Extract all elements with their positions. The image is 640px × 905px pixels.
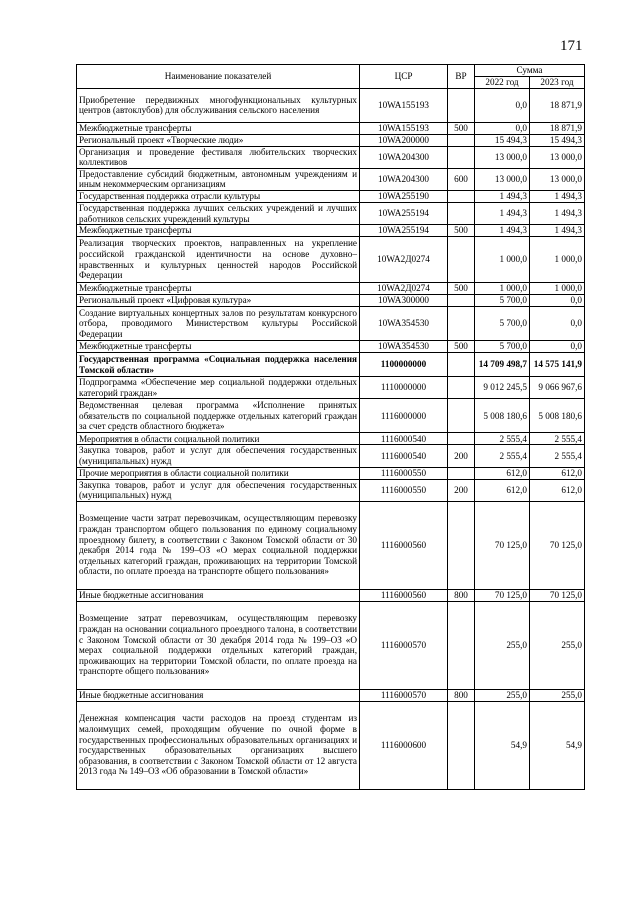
- row-sum-2023: 70 125,0: [530, 589, 585, 601]
- row-name: Приобретение передвижных многофункциональных культурных центров (автоклубов) для обслуживания сельского населения: [77, 88, 360, 122]
- header-year-2022: 2022 год: [475, 77, 530, 89]
- row-sum-2023: 15 494,3: [530, 134, 585, 146]
- row-vr: [448, 601, 475, 689]
- row-csr: 10WA354530: [360, 307, 448, 341]
- row-csr: 1116000570: [360, 601, 448, 689]
- row-sum-2022: 255,0: [475, 689, 530, 701]
- table-row: [77, 283, 585, 295]
- row-sum-2022: 9 012 245,5: [475, 377, 530, 399]
- row-vr: [448, 295, 475, 307]
- row-name: Возмещение части затрат перевозчикам, осуществляющим перевозку граждан транспортом общего пользования по единому социальному проездному билету, в соответствии с Законом Томской области от 30 декабря 2014 года № 199–ОЗ «О мерах социальной поддержки отдельных категорий граждан, проживающих на территории Томской области, по оплате проезда на транспорте общего пользования»: [77, 501, 360, 589]
- table-row: [77, 295, 585, 307]
- row-name: Межбюджетные трансферты: [77, 122, 360, 134]
- row-sum-2022: 5 700,0: [475, 341, 530, 353]
- row-vr: [448, 307, 475, 341]
- row-vr: 500: [448, 283, 475, 295]
- row-sum-2022: 14 709 498,7: [475, 353, 530, 377]
- row-csr: 10WA255194: [360, 202, 448, 224]
- row-vr: [448, 202, 475, 224]
- table-row: [77, 122, 585, 134]
- row-sum-2023: 70 125,0: [530, 501, 585, 589]
- row-sum-2023: 14 575 141,9: [530, 353, 585, 377]
- row-csr: 1100000000: [360, 353, 448, 377]
- row-csr: 10WA204300: [360, 146, 448, 168]
- row-name: Государственная программа «Социальная поддержка населения Томской области»: [77, 353, 360, 377]
- row-sum-2022: 2 555,4: [475, 445, 530, 467]
- row-vr: [448, 88, 475, 122]
- header-year-2023: 2023 год: [530, 77, 585, 89]
- row-vr: [448, 146, 475, 168]
- row-name: Межбюджетные трансферты: [77, 225, 360, 237]
- row-csr: 10WA155193: [360, 88, 448, 122]
- row-sum-2023: 5 008 180,6: [530, 399, 585, 433]
- row-name: Организация и проведение фестиваля любительских творческих коллективов: [77, 146, 360, 168]
- row-name: Возмещение затрат перевозчикам, осуществляющим перевозку граждан на основании социального проездного талона, в соответствии с Законом Томской области от 30 декабря 2014 года № 199–ОЗ «О мерах социальной поддержки отдельных категорий граждан, проживающих на территории Томской области, по оплате проезда на транспорте общего пользования»: [77, 601, 360, 689]
- table-row: [77, 341, 585, 353]
- row-vr: [448, 377, 475, 399]
- row-vr: 600: [448, 168, 475, 190]
- row-name: Закупка товаров, работ и услуг для обеспечения государственных (муниципальных) нужд: [77, 445, 360, 467]
- table-row: [77, 467, 585, 479]
- row-vr: [448, 399, 475, 433]
- row-sum-2023: 612,0: [530, 479, 585, 501]
- row-vr: 500: [448, 122, 475, 134]
- row-vr: [448, 433, 475, 445]
- row-name: Реализация творческих проектов, направленных на укрепление российской гражданской идентичности на основе духовно–нравственных и культурных ценностей народов Российской Федерации: [77, 237, 360, 283]
- row-name: Государственная поддержка отрасли культуры: [77, 190, 360, 202]
- row-vr: [448, 134, 475, 146]
- row-vr: [448, 501, 475, 589]
- row-name: Региональный проект «Творческие люди»: [77, 134, 360, 146]
- row-sum-2023: 1 000,0: [530, 237, 585, 283]
- row-sum-2023: 2 555,4: [530, 445, 585, 467]
- row-sum-2023: 13 000,0: [530, 168, 585, 190]
- page-number: 171: [560, 38, 583, 54]
- row-sum-2022: 13 000,0: [475, 168, 530, 190]
- row-sum-2022: 70 125,0: [475, 501, 530, 589]
- row-sum-2023: 2 555,4: [530, 433, 585, 445]
- row-csr: 10WA354530: [360, 341, 448, 353]
- table-row: [77, 168, 585, 190]
- row-csr: 10WA2Д0274: [360, 237, 448, 283]
- row-name: Закупка товаров, работ и услуг для обеспечения государственных (муниципальных) нужд: [77, 479, 360, 501]
- row-name: Межбюджетные трансферты: [77, 283, 360, 295]
- table-row: [77, 202, 585, 224]
- row-csr: 10WA2Д0274: [360, 283, 448, 295]
- table-row: [77, 237, 585, 283]
- row-sum-2023: 1 494,3: [530, 202, 585, 224]
- header-vr: ВР: [448, 65, 475, 89]
- row-sum-2022: 5 700,0: [475, 307, 530, 341]
- row-vr: [448, 467, 475, 479]
- row-csr: 1116000600: [360, 701, 448, 789]
- row-sum-2023: 1 000,0: [530, 283, 585, 295]
- row-vr: [448, 701, 475, 789]
- row-vr: 200: [448, 479, 475, 501]
- row-name: Иные бюджетные ассигнования: [77, 689, 360, 701]
- row-vr: [448, 190, 475, 202]
- row-sum-2022: 612,0: [475, 479, 530, 501]
- row-sum-2023: 18 871,9: [530, 88, 585, 122]
- row-name: Предоставление субсидий бюджетным, автономным учреждениям и иным некоммерческим организациям: [77, 168, 360, 190]
- row-name: Денежная компенсация части расходов на проезд студентам из малоимущих семей, проходящим обучение по очной форме в государственных профессиональных образовательных организациях и государственных образовательных организациях высшего образования, в соответствии с Законом Томской области от 12 августа 2013 года № 149–ОЗ «Об образовании в Томской области»: [77, 701, 360, 789]
- table-row: [77, 589, 585, 601]
- table-row: [77, 307, 585, 341]
- row-sum-2022: 2 555,4: [475, 433, 530, 445]
- row-vr: [448, 237, 475, 283]
- row-csr: 10WA200000: [360, 134, 448, 146]
- row-sum-2023: 13 000,0: [530, 146, 585, 168]
- table-row: [77, 377, 585, 399]
- row-sum-2022: 15 494,3: [475, 134, 530, 146]
- row-name: Мероприятия в области социальной политики: [77, 433, 360, 445]
- table-row: [77, 134, 585, 146]
- row-sum-2022: 0,0: [475, 122, 530, 134]
- row-csr: 10WA155193: [360, 122, 448, 134]
- row-vr: 800: [448, 589, 475, 601]
- row-sum-2022: 13 000,0: [475, 146, 530, 168]
- row-csr: 1116000560: [360, 589, 448, 601]
- row-name: Региональный проект «Цифровая культура»: [77, 295, 360, 307]
- row-sum-2023: 9 066 967,6: [530, 377, 585, 399]
- row-sum-2022: 1 000,0: [475, 237, 530, 283]
- row-csr: 1116000550: [360, 479, 448, 501]
- row-csr: 1110000000: [360, 377, 448, 399]
- row-csr: 10WA300000: [360, 295, 448, 307]
- row-name: Государственная поддержка лучших сельских учреждений и лучших работников сельских учреждений культуры: [77, 202, 360, 224]
- row-csr: 1116000000: [360, 399, 448, 433]
- table-row: [77, 433, 585, 445]
- table-row: [77, 88, 585, 122]
- row-vr: 800: [448, 689, 475, 701]
- row-vr: 500: [448, 341, 475, 353]
- row-csr: 10WA255190: [360, 190, 448, 202]
- row-sum-2023: 1 494,3: [530, 225, 585, 237]
- table-row: [77, 601, 585, 689]
- header-name: Наименование показателей: [77, 65, 360, 89]
- row-csr: 1116000540: [360, 433, 448, 445]
- row-sum-2022: 54,9: [475, 701, 530, 789]
- row-vr: 200: [448, 445, 475, 467]
- header-sum: Сумма: [475, 65, 585, 77]
- row-sum-2023: 612,0: [530, 467, 585, 479]
- table-row: [77, 190, 585, 202]
- row-sum-2022: 612,0: [475, 467, 530, 479]
- row-sum-2022: 1 494,3: [475, 225, 530, 237]
- row-sum-2022: 70 125,0: [475, 589, 530, 601]
- row-csr: 1116000550: [360, 467, 448, 479]
- row-vr: [448, 353, 475, 377]
- row-sum-2023: 0,0: [530, 307, 585, 341]
- row-name: Межбюджетные трансферты: [77, 341, 360, 353]
- row-name: Прочие мероприятия в области социальной политики: [77, 467, 360, 479]
- table-body: [77, 88, 585, 789]
- row-sum-2023: 0,0: [530, 341, 585, 353]
- row-sum-2023: 255,0: [530, 601, 585, 689]
- row-csr: 10WA204300: [360, 168, 448, 190]
- row-sum-2022: 1 000,0: [475, 283, 530, 295]
- row-sum-2023: 18 871,9: [530, 122, 585, 134]
- row-csr: 1116000560: [360, 501, 448, 589]
- table-row: [77, 353, 585, 377]
- row-sum-2022: 255,0: [475, 601, 530, 689]
- row-csr: 1116000570: [360, 689, 448, 701]
- row-sum-2022: 5 700,0: [475, 295, 530, 307]
- table-row: [77, 399, 585, 433]
- header-csr: ЦСР: [360, 65, 448, 89]
- row-vr: 500: [448, 225, 475, 237]
- table-row: [77, 701, 585, 789]
- row-name: Иные бюджетные ассигнования: [77, 589, 360, 601]
- row-name: Ведомственная целевая программа «Исполнение принятых обязательств по социальной поддержке отдельных категорий граждан за счет средств областного бюджета»: [77, 399, 360, 433]
- row-sum-2023: 255,0: [530, 689, 585, 701]
- row-name: Подпрограмма «Обеспечение мер социальной поддержки отдельных категорий граждан»: [77, 377, 360, 399]
- table-row: [77, 689, 585, 701]
- row-sum-2022: 1 494,3: [475, 202, 530, 224]
- row-sum-2022: 0,0: [475, 88, 530, 122]
- row-sum-2022: 5 008 180,6: [475, 399, 530, 433]
- row-sum-2023: 0,0: [530, 295, 585, 307]
- row-name: Создание виртуальных концертных залов по результатам конкурсного отбора, проводимого Министерством культуры Российской Федерации: [77, 307, 360, 341]
- row-sum-2022: 1 494,3: [475, 190, 530, 202]
- table-row: [77, 479, 585, 501]
- budget-table: [76, 64, 585, 790]
- row-sum-2023: 1 494,3: [530, 190, 585, 202]
- table-row: [77, 146, 585, 168]
- row-csr: 1116000540: [360, 445, 448, 467]
- table-row: [77, 501, 585, 589]
- table-row: [77, 445, 585, 467]
- row-csr: 10WA255194: [360, 225, 448, 237]
- row-sum-2023: 54,9: [530, 701, 585, 789]
- table-row: [77, 225, 585, 237]
